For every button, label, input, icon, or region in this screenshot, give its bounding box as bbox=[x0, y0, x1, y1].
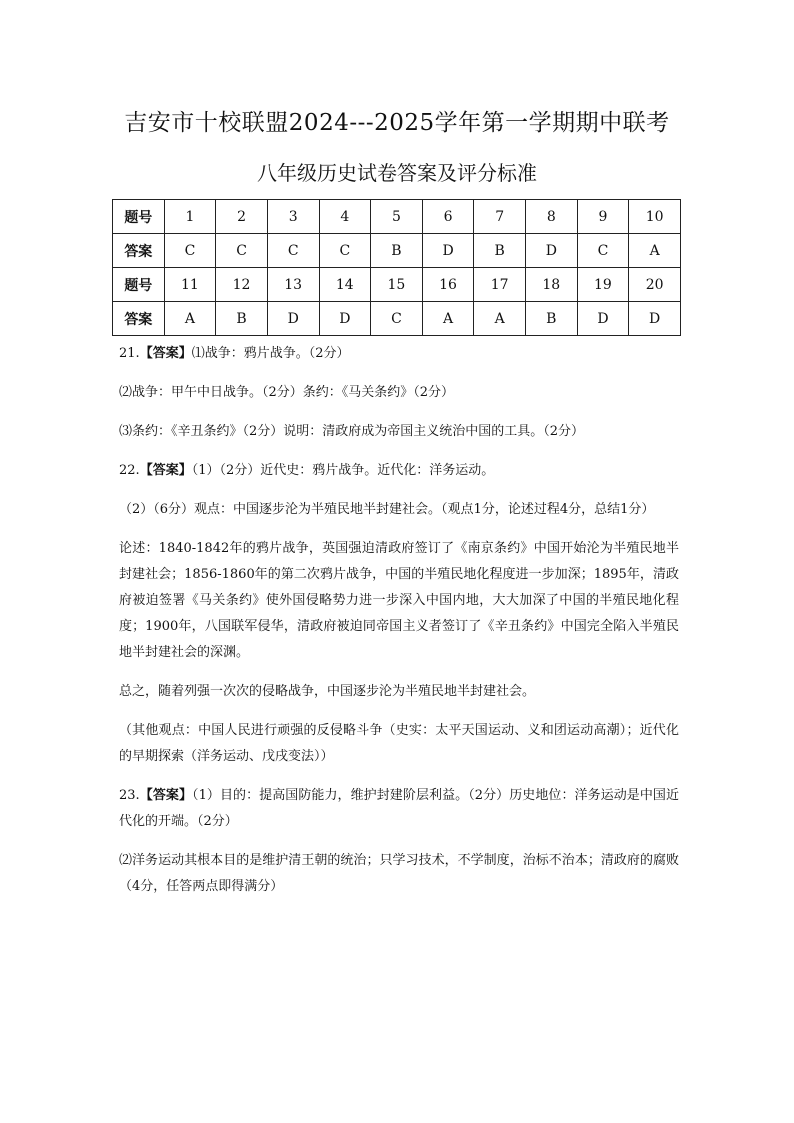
answer-tag: 【答案】 bbox=[139, 346, 192, 361]
answer-tag: 【答案】 bbox=[139, 463, 192, 478]
answer-cell: A bbox=[474, 302, 526, 336]
question-number-cell: 1 bbox=[164, 200, 216, 234]
question-number-cell: 19 bbox=[577, 268, 629, 302]
table-row-numbers-1 bbox=[113, 200, 681, 234]
question-number-cell: 11 bbox=[164, 268, 216, 302]
table-row-answers-1 bbox=[113, 234, 681, 268]
q22-argument: 论述：1840-1842年的鸦片战争，英国强迫清政府签订了《南京条约》中国开始沦为半殖民地半封建社会；1856-1860年的第二次鸦片战争，中国的半殖民地化程度进一步加深；1895年，清政府被迫签署《马关条约》使外国侵略势力进一步深入中国内地，大大加深了中国的半殖民地化程度；1900年，八国联军侵华，清政府被迫同帝国主义者签订了《辛丑条约》中国完全陷入半殖民地半封建社会的深渊。 bbox=[119, 541, 679, 660]
answer-cell: C bbox=[267, 234, 319, 268]
question-number-cell: 18 bbox=[526, 268, 578, 302]
answer-cell: C bbox=[371, 302, 423, 336]
q23-part-1: （1）目的：提高国防能力，维护封建阶层利益。（2分）历史地位：洋务运动是中国近代化的开端。（2分） bbox=[119, 788, 679, 829]
question-number-cell: 3 bbox=[267, 200, 319, 234]
answer-cell: A bbox=[164, 302, 216, 336]
document-subtitle: 八年级历史试卷答案及评分标准 bbox=[257, 161, 537, 185]
answer-content bbox=[119, 341, 679, 913]
q21-number: 21. bbox=[119, 346, 140, 361]
question-number-cell: 13 bbox=[267, 268, 319, 302]
answer-cell: D bbox=[577, 302, 629, 336]
q23-number: 23. bbox=[119, 788, 140, 803]
row-label-question: 题号 bbox=[113, 268, 165, 302]
answer-tag: 【答案】 bbox=[139, 788, 193, 803]
answer-cell: B bbox=[371, 234, 423, 268]
question-number-cell: 12 bbox=[216, 268, 268, 302]
row-label-question: 题号 bbox=[113, 200, 165, 234]
answer-table bbox=[112, 199, 681, 336]
question-number-cell: 2 bbox=[216, 200, 268, 234]
question-number-cell: 16 bbox=[422, 268, 474, 302]
answer-cell: C bbox=[319, 234, 371, 268]
question-number-cell: 4 bbox=[319, 200, 371, 234]
question-number-cell: 6 bbox=[422, 200, 474, 234]
answer-cell: D bbox=[267, 302, 319, 336]
q22-line-1 bbox=[119, 458, 679, 484]
answer-cell: D bbox=[422, 234, 474, 268]
q22-part-1: （1）（2分）近代史：鸦片战争。近代化：洋务运动。 bbox=[191, 463, 495, 478]
q22-number: 22. bbox=[119, 463, 140, 478]
question-number-cell: 17 bbox=[474, 268, 526, 302]
answer-cell: B bbox=[474, 234, 526, 268]
answer-cell: C bbox=[216, 234, 268, 268]
answer-cell: D bbox=[319, 302, 371, 336]
answer-cell: D bbox=[629, 302, 681, 336]
question-number-cell: 20 bbox=[629, 268, 681, 302]
answer-cell: A bbox=[629, 234, 681, 268]
row-label-answer: 答案 bbox=[113, 302, 165, 336]
q22-other-views: （其他观点：中国人民进行顽强的反侵略斗争（史实：太平天国运动、义和团运动高潮）；近代化的早期探索（洋务运动、戊戌变法）） bbox=[119, 723, 679, 764]
question-number-cell: 10 bbox=[629, 200, 681, 234]
answer-cell: C bbox=[164, 234, 216, 268]
question-number-cell: 8 bbox=[526, 200, 578, 234]
q21-part-2: ⑵战争：甲午中日战争。（2分）条约：《马关条约》（2分） bbox=[119, 385, 455, 400]
table-row-answers-2 bbox=[113, 302, 681, 336]
q21-part-1: ⑴战争：鸦片战争。（2分） bbox=[191, 346, 350, 361]
answer-cell: B bbox=[526, 302, 578, 336]
answer-cell: A bbox=[422, 302, 474, 336]
question-number-cell: 15 bbox=[371, 268, 423, 302]
q23-line-1 bbox=[119, 783, 679, 835]
q21-part-3: ⑶条约：《辛丑条约》（2分）说明：清政府成为帝国主义统治中国的工具。（2分） bbox=[119, 424, 585, 439]
answer-cell: D bbox=[526, 234, 578, 268]
table-row-numbers-2 bbox=[113, 268, 681, 302]
q21-line-1 bbox=[119, 341, 679, 367]
answer-cell: C bbox=[577, 234, 629, 268]
answer-cell: B bbox=[216, 302, 268, 336]
q22-conclusion: 总之，随着列强一次次的侵略战争，中国逐步沦为半殖民地半封建社会。 bbox=[119, 684, 536, 699]
q22-part-2: （2）（6分）观点：中国逐步沦为半殖民地半封建社会。（观点1分，论述过程4分，总结1分） bbox=[119, 502, 655, 517]
document-title: 吉安市十校联盟2024---2025学年第一学期期中联考 bbox=[124, 110, 670, 136]
question-number-cell: 7 bbox=[474, 200, 526, 234]
row-label-answer: 答案 bbox=[113, 234, 165, 268]
question-number-cell: 14 bbox=[319, 268, 371, 302]
question-number-cell: 9 bbox=[577, 200, 629, 234]
question-number-cell: 5 bbox=[371, 200, 423, 234]
q23-part-2: ⑵洋务运动其根本目的是维护清王朝的统治；只学习技术，不学制度，治标不治本；清政府的腐败（4分，任答两点即得满分） bbox=[119, 853, 679, 894]
